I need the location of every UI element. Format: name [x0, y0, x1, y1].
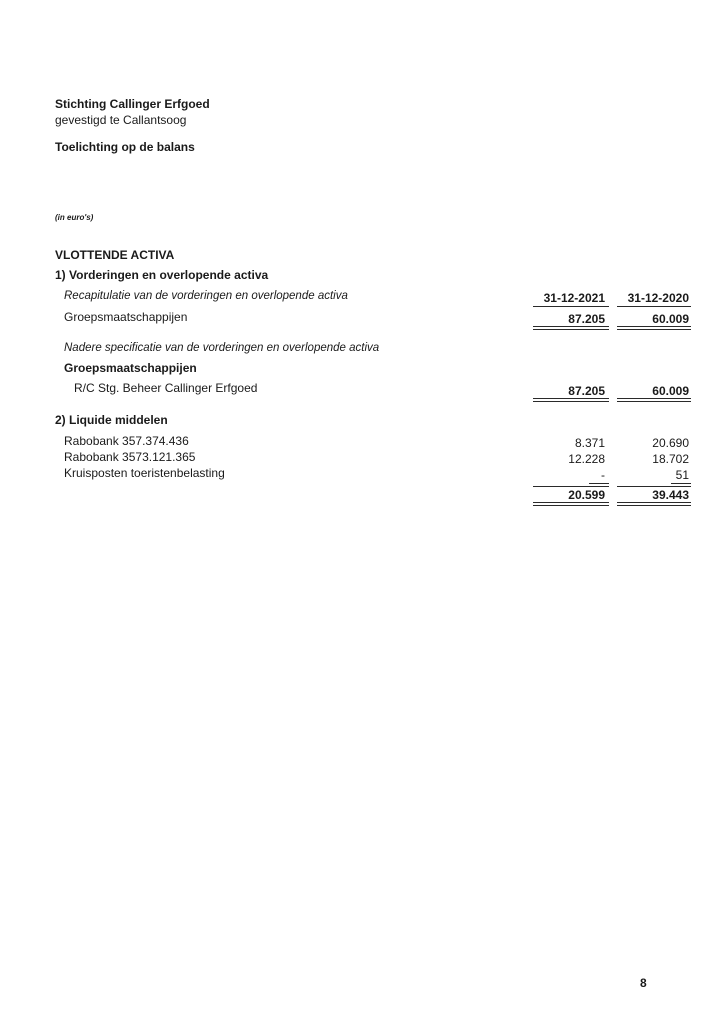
double-line-2021 — [533, 329, 609, 330]
organization-location: gevestigd te Callantsoog — [55, 113, 187, 127]
liquid-heading: 2) Liquide middelen — [55, 413, 168, 427]
double-line-2020 — [617, 329, 691, 330]
rc-double-line-2021 — [533, 401, 609, 402]
header-underline-2021 — [533, 306, 609, 307]
page-number: 8 — [640, 976, 647, 990]
total-double-line-top-2020 — [617, 502, 691, 503]
total-double-line-bottom-2021 — [533, 505, 609, 506]
liquid-row-label: Rabobank 3573.121.365 — [64, 450, 196, 464]
liquid-row-2021: - — [601, 468, 605, 482]
subtotal-line-2021 — [589, 483, 609, 484]
liquid-row-2021: 8.371 — [574, 436, 605, 450]
detail-label: Nadere specificatie van de vorderingen en overlopende activa — [64, 342, 380, 354]
subtotal-full-line-2020 — [617, 486, 691, 487]
liquid-total-2021: 20.599 — [568, 488, 605, 502]
total-double-line-top-2021 — [533, 502, 609, 503]
rc-line-2021 — [533, 398, 609, 399]
liquid-row-2020: 51 — [675, 468, 689, 482]
liquid-total-2020: 39.443 — [652, 488, 689, 502]
group-heading: Groepsmaatschappijen — [64, 361, 197, 375]
section-title: Toelichting op de balans — [55, 140, 195, 154]
rc-label: R/C Stg. Beheer Callinger Erfgoed — [74, 381, 258, 395]
liquid-row-2020: 20.690 — [652, 436, 689, 450]
liquid-row-2020: 18.702 — [652, 452, 689, 466]
column-header-2021: 31-12-2021 — [543, 291, 605, 305]
liquid-row-label: Rabobank 357.374.436 — [64, 434, 189, 448]
liquid-row-2021: 12.228 — [568, 452, 605, 466]
organization-name: Stichting Callinger Erfgoed — [55, 97, 210, 111]
total-double-line-bottom-2020 — [617, 505, 691, 506]
rc-2020: 60.009 — [652, 384, 689, 398]
current-assets-heading: VLOTTENDE ACTIVA — [55, 248, 175, 262]
rc-double-line-2020 — [617, 401, 691, 402]
recap-label: Recapitulatie van de vorderingen en overlopende activa — [64, 290, 348, 302]
liquid-row-label: Kruisposten toeristenbelasting — [64, 466, 225, 480]
groepsmaatschappijen-2020: 60.009 — [652, 312, 689, 326]
groepsmaatschappijen-label: Groepsmaatschappijen — [64, 310, 188, 324]
rc-line-2020 — [617, 398, 691, 399]
header-underline-2020 — [617, 306, 691, 307]
subtotal-line-2020 — [671, 483, 691, 484]
groepsmaatschappijen-2021: 87.205 — [568, 312, 605, 326]
column-header-2020: 31-12-2020 — [627, 291, 689, 305]
subtotal-full-line-2021 — [533, 486, 609, 487]
receivables-heading: 1) Vorderingen en overlopende activa — [55, 268, 269, 282]
total-line-2021 — [533, 326, 609, 327]
rc-2021: 87.205 — [568, 384, 605, 398]
unit-note: (in euro's) — [55, 213, 94, 222]
total-line-2020 — [617, 326, 691, 327]
